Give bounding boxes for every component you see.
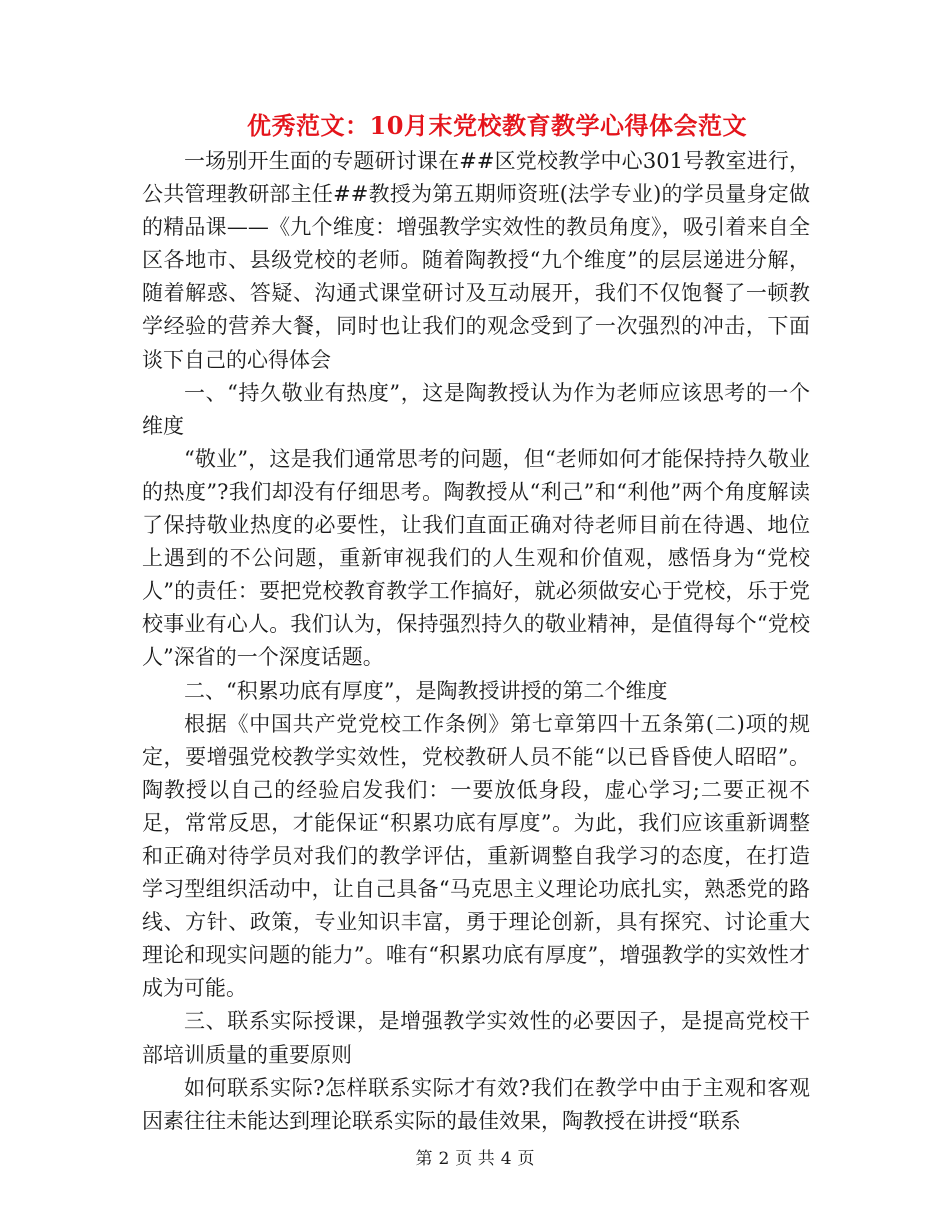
heading-section-2: 二、“积累功底有厚度”，是陶教授讲授的第二个维度 [184, 678, 668, 703]
paragraph-intro: 一场别开生面的专题研讨课在##区党校教学中心301号教室进行，公共管理教研部主任##教授为第五期师资班(法学专业)的学员量身定做的精品课——《九个维度：增强教学实效性的教员角度》，吸引着来自全区各地市、县级党校的老师。随着陶教授“九个维度”的层层递进分解，随着解惑、答疑、沟通式课堂研讨及互动展开，我们不仅饱餐了一顿教学经验的营养大餐，同时也让我们的观念受到了一次强烈的冲击，下面谈下自己的心得体会 [142, 149, 810, 372]
paragraph-section-1: “敬业”，这是我们通常思考的问题，但“老师如何才能保持持久敬业的热度”?我们却没有仔细思考。陶教授从“利己”和“利他”两个角度解读了保持敬业热度的必要性，让我们直面正确对待老师目前在待遇、地位上遇到的不公问题，重新审视我们的人生观和价值观，感悟身为“党校人”的责任：要把党校教育教学工作搞好，就必须做安心于党校，乐于党校事业有心人。我们认为，保持强烈持久的敬业精神，是值得每个“党校人”深省的一个深度话题。 [142, 446, 810, 670]
paragraph-section-3: 如何联系实际?怎样联系实际才有效?我们在教学中由于主观和客观因素往往未能达到理论联系实际的最佳效果，陶教授在讲授“联系 [142, 1075, 810, 1133]
page-footer [0, 1148, 950, 1170]
page-label-middle: 页 共 [455, 1149, 495, 1169]
page-label-suffix: 页 [517, 1149, 535, 1169]
paragraph-section-2: 根据《中国共产党党校工作条例》第七章第四十五条第(二)项的规定，要增强党校教学实效性，党校教研人员不能“以已昏昏使人昭昭”。陶教授以自己的经验启发我们：一要放低身段，虚心学习;二要正视不足，常常反思，才能保证“积累功底有厚度”。为此，我们应该重新调整和正确对待学员对我们的教学评估，重新调整自我学习的态度，在打造学习型组织活动中，让自己具备“马克思主义理论功底扎实，熟悉党的路线、方针、政策，专业知识丰富，勇于理论创新，具有探究、讨论重大理论和现实问题的能力”。唯有“积累功底有厚度”，增强教学的实效性才成为可能。 [142, 711, 810, 1001]
heading-section-3: 三、联系实际授课，是增强教学实效性的必要因子，是提高党校干部培训质量的重要原则 [142, 1009, 810, 1067]
heading-section-1: 一、“持久敬业有热度”，这是陶教授认为作为老师应该思考的一个维度 [142, 380, 810, 438]
page-total-number: 4 [500, 1149, 512, 1169]
document-title: 优秀范文：10月末党校教育教学心得体会范文 [247, 111, 747, 140]
page-current-number: 2 [438, 1149, 450, 1169]
document-body [142, 145, 810, 1138]
page-label-prefix: 第 [415, 1149, 433, 1169]
